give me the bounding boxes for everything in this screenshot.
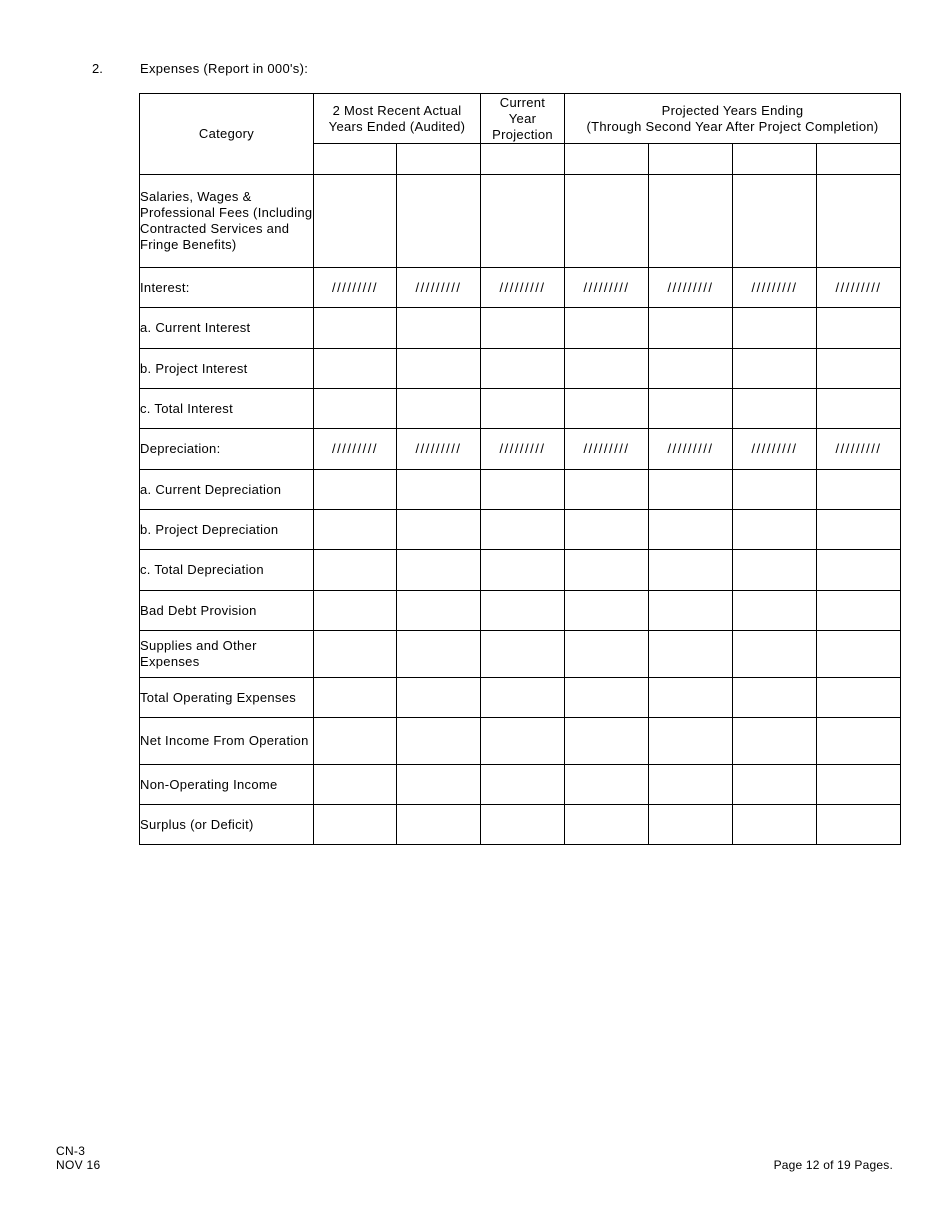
input-cell[interactable] — [733, 510, 817, 550]
input-cell[interactable] — [397, 389, 481, 429]
table-row — [140, 175, 901, 268]
input-cell[interactable] — [733, 718, 817, 765]
input-cell[interactable] — [817, 631, 901, 678]
input-cell[interactable] — [649, 678, 733, 718]
input-cell[interactable] — [397, 631, 481, 678]
input-cell[interactable] — [397, 550, 481, 591]
row-label: b. Project Interest — [140, 349, 314, 389]
input-cell[interactable] — [817, 349, 901, 389]
input-cell[interactable] — [481, 510, 565, 550]
input-cell[interactable] — [565, 678, 649, 718]
table-row — [140, 268, 901, 308]
current-year-header: Current Year Projection — [481, 94, 565, 144]
input-cell[interactable] — [733, 805, 817, 845]
year-cell[interactable] — [481, 144, 565, 175]
row-label: Salaries, Wages & Professional Fees (Including Contracted Services and Fringe Benefits) — [140, 175, 314, 268]
section-number: 2. — [92, 61, 103, 76]
hatched-cell: ///////// — [733, 268, 817, 308]
row-label: b. Project Depreciation — [140, 510, 314, 550]
input-cell[interactable] — [481, 718, 565, 765]
input-cell[interactable] — [565, 510, 649, 550]
year-cell[interactable] — [397, 144, 481, 175]
table-body — [140, 175, 901, 845]
row-label: Surplus (or Deficit) — [140, 805, 314, 845]
row-label: Supplies and Other Expenses — [140, 631, 314, 678]
table-row — [140, 718, 901, 765]
actual-years-header: 2 Most Recent Actual Years Ended (Audited) — [314, 94, 481, 144]
hatched-cell: ///////// — [314, 429, 397, 470]
input-cell[interactable] — [481, 591, 565, 631]
table-row — [140, 805, 901, 845]
table-row — [140, 429, 901, 470]
input-cell[interactable] — [733, 389, 817, 429]
input-cell[interactable] — [314, 718, 397, 765]
input-cell[interactable] — [649, 308, 733, 349]
input-cell[interactable] — [314, 510, 397, 550]
row-label: Net Income From Operation — [140, 718, 314, 765]
input-cell[interactable] — [817, 718, 901, 765]
hatched-cell: ///////// — [481, 429, 565, 470]
table-row — [140, 550, 901, 591]
row-label: Non-Operating Income — [140, 765, 314, 805]
input-cell[interactable] — [817, 550, 901, 591]
table-row — [140, 765, 901, 805]
year-cell[interactable] — [817, 144, 901, 175]
hatched-cell: ///////// — [817, 429, 901, 470]
input-cell[interactable] — [649, 631, 733, 678]
input-cell[interactable] — [397, 718, 481, 765]
page-number: Page 12 of 19 Pages. — [773, 1158, 893, 1172]
input-cell[interactable] — [565, 389, 649, 429]
input-cell[interactable] — [314, 470, 397, 510]
input-cell[interactable] — [565, 308, 649, 349]
input-cell[interactable] — [565, 470, 649, 510]
hatched-cell: ///////// — [565, 429, 649, 470]
expenses-table — [139, 93, 901, 845]
input-cell[interactable] — [565, 349, 649, 389]
input-cell[interactable] — [649, 349, 733, 389]
form-date: NOV 16 — [56, 1158, 101, 1172]
table-row — [140, 470, 901, 510]
row-label: c. Total Interest — [140, 389, 314, 429]
hatched-cell: ///////// — [397, 268, 481, 308]
input-cell[interactable] — [733, 175, 817, 268]
table-row — [140, 349, 901, 389]
input-cell[interactable] — [649, 718, 733, 765]
table-row — [140, 631, 901, 678]
input-cell[interactable] — [397, 308, 481, 349]
input-cell[interactable] — [397, 510, 481, 550]
input-cell[interactable] — [565, 805, 649, 845]
table-row — [140, 591, 901, 631]
year-cell[interactable] — [314, 144, 397, 175]
input-cell[interactable] — [481, 805, 565, 845]
row-label: a. Current Depreciation — [140, 470, 314, 510]
input-cell[interactable] — [314, 678, 397, 718]
section-title: Expenses (Report in 000's): — [140, 61, 309, 76]
input-cell[interactable] — [397, 470, 481, 510]
header-row — [140, 94, 901, 144]
input-cell[interactable] — [817, 765, 901, 805]
input-cell[interactable] — [314, 389, 397, 429]
input-cell[interactable] — [649, 765, 733, 805]
year-cell[interactable] — [565, 144, 649, 175]
input-cell[interactable] — [649, 591, 733, 631]
input-cell[interactable] — [733, 308, 817, 349]
input-cell[interactable] — [481, 389, 565, 429]
input-cell[interactable] — [481, 550, 565, 591]
input-cell[interactable] — [397, 175, 481, 268]
input-cell[interactable] — [649, 510, 733, 550]
input-cell[interactable] — [733, 470, 817, 510]
input-cell[interactable] — [481, 308, 565, 349]
table-row — [140, 510, 901, 550]
hatched-cell: ///////// — [649, 268, 733, 308]
input-cell[interactable] — [565, 718, 649, 765]
hatched-cell: ///////// — [817, 268, 901, 308]
hatched-cell: ///////// — [481, 268, 565, 308]
input-cell[interactable] — [649, 175, 733, 268]
input-cell[interactable] — [397, 349, 481, 389]
table-row — [140, 389, 901, 429]
row-label: Depreciation: — [140, 429, 314, 470]
hatched-cell: ///////// — [565, 268, 649, 308]
projected-header-line2: (Through Second Year After Project Completion) — [586, 118, 879, 134]
row-label: Bad Debt Provision — [140, 591, 314, 631]
input-cell[interactable] — [314, 631, 397, 678]
input-cell[interactable] — [314, 175, 397, 268]
projected-years-header — [565, 94, 901, 144]
input-cell[interactable] — [565, 591, 649, 631]
input-cell[interactable] — [817, 308, 901, 349]
row-label: a. Current Interest — [140, 308, 314, 349]
input-cell[interactable] — [733, 631, 817, 678]
input-cell[interactable] — [481, 175, 565, 268]
input-cell[interactable] — [481, 349, 565, 389]
input-cell[interactable] — [481, 470, 565, 510]
input-cell[interactable] — [314, 765, 397, 805]
year-cell[interactable] — [649, 144, 733, 175]
input-cell[interactable] — [481, 765, 565, 805]
input-cell[interactable] — [649, 805, 733, 845]
input-cell[interactable] — [397, 765, 481, 805]
input-cell[interactable] — [397, 805, 481, 845]
input-cell[interactable] — [314, 550, 397, 591]
input-cell[interactable] — [397, 678, 481, 718]
input-cell[interactable] — [733, 550, 817, 591]
input-cell[interactable] — [481, 631, 565, 678]
form-id: CN-3 — [56, 1144, 86, 1158]
form-identifier — [56, 1144, 101, 1172]
table-row — [140, 308, 901, 349]
table-row — [140, 678, 901, 718]
input-cell[interactable] — [817, 510, 901, 550]
input-cell[interactable] — [817, 591, 901, 631]
input-cell[interactable] — [733, 765, 817, 805]
input-cell[interactable] — [817, 678, 901, 718]
input-cell[interactable] — [397, 591, 481, 631]
input-cell[interactable] — [481, 678, 565, 718]
input-cell[interactable] — [314, 805, 397, 845]
input-cell[interactable] — [733, 678, 817, 718]
input-cell[interactable] — [817, 470, 901, 510]
input-cell[interactable] — [649, 389, 733, 429]
input-cell[interactable] — [314, 308, 397, 349]
input-cell[interactable] — [565, 550, 649, 591]
input-cell[interactable] — [817, 389, 901, 429]
input-cell[interactable] — [565, 631, 649, 678]
input-cell[interactable] — [817, 175, 901, 268]
input-cell[interactable] — [649, 470, 733, 510]
input-cell[interactable] — [314, 349, 397, 389]
row-label: Total Operating Expenses — [140, 678, 314, 718]
input-cell[interactable] — [733, 591, 817, 631]
input-cell[interactable] — [649, 550, 733, 591]
input-cell[interactable] — [565, 765, 649, 805]
projected-header-line1: Projected Years Ending — [661, 102, 804, 118]
hatched-cell: ///////// — [314, 268, 397, 308]
row-label: c. Total Depreciation — [140, 550, 314, 591]
input-cell[interactable] — [565, 175, 649, 268]
row-label: Interest: — [140, 268, 314, 308]
input-cell[interactable] — [817, 805, 901, 845]
year-cell[interactable] — [733, 144, 817, 175]
input-cell[interactable] — [314, 591, 397, 631]
category-header: Category — [140, 94, 314, 175]
hatched-cell: ///////// — [733, 429, 817, 470]
hatched-cell: ///////// — [649, 429, 733, 470]
hatched-cell: ///////// — [397, 429, 481, 470]
input-cell[interactable] — [733, 349, 817, 389]
